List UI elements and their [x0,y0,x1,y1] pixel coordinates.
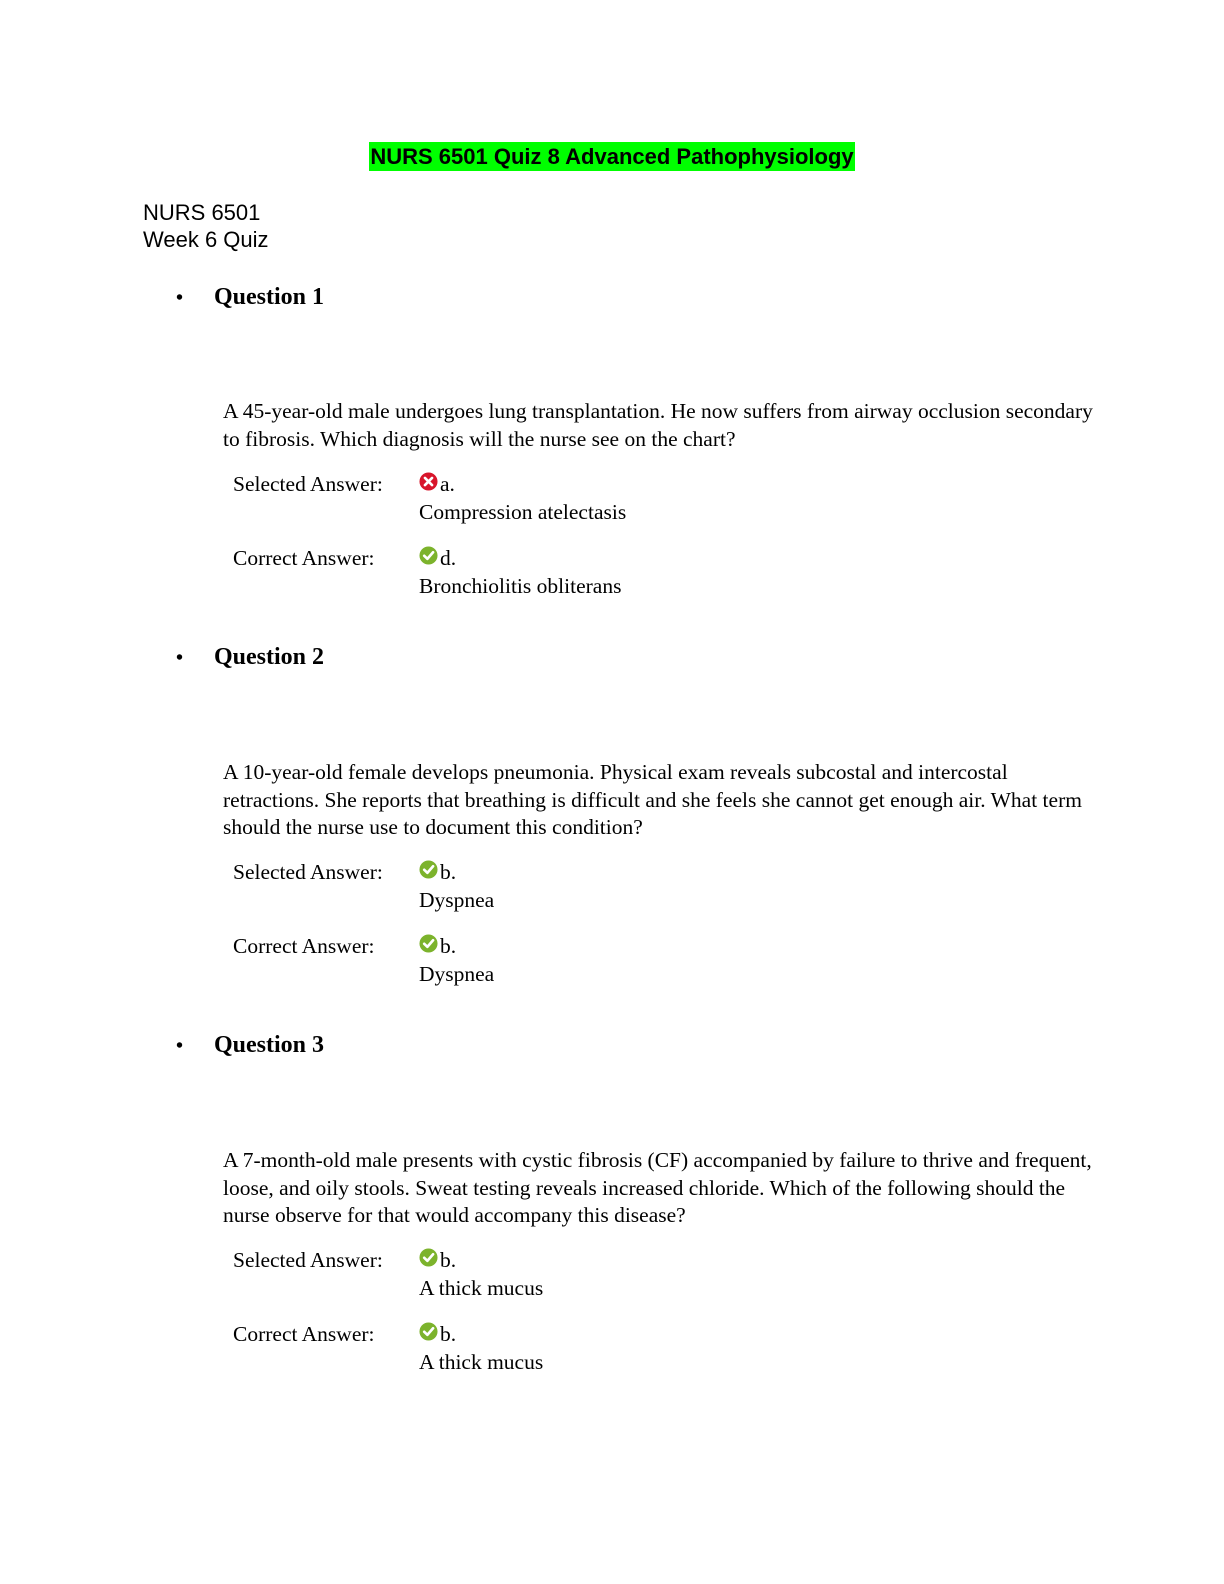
selected-answer-value [419,470,626,526]
selected-answer-value [419,1246,543,1302]
correct-answer-value [419,932,494,988]
correct-icon [419,934,438,953]
question-title: Question 1 [214,284,325,310]
page-title: NURS 6501 Quiz 8 Advanced Pathophysiology [370,144,854,169]
answer-letter: b. [440,860,457,884]
question-title: Question 3 [214,1032,325,1058]
question-text: A 45-year-old male undergoes lung transplantation. He now suffers from airway occlusion secondary to fibrosis. Which diagnosis will the nurse see on the chart? [223,399,1093,451]
selected-answer-label: Selected Answer: [233,472,383,496]
title-container [0,142,1224,171]
answer-text: Bronchiolitis obliterans [419,574,622,598]
answer-letter: b. [440,1248,457,1272]
correct-answer-label: Correct Answer: [233,546,375,570]
question-heading [176,1031,324,1060]
correct-icon [419,546,438,565]
bullet-icon: • [176,287,184,309]
correct-icon [419,1322,438,1341]
selected-answer-label: Selected Answer: [233,860,383,884]
answer-letter: a. [440,472,455,496]
answer-text: A thick mucus [419,1350,544,1374]
answer-text: Compression atelectasis [419,500,627,524]
answer-text: Dyspnea [419,888,495,912]
course-info [143,199,269,253]
question-text: A 7-month-old male presents with cystic fibrosis (CF) accompanied by failure to thrive and frequent, loose, and oily stools. Sweat testing reveals increased chloride. Which of the following should the nurse observe for that would accompany this disease? [223,1148,1092,1227]
answer-letter: b. [440,934,457,958]
correct-answer-label: Correct Answer: [233,934,375,958]
answer-text: A thick mucus [419,1276,544,1300]
correct-icon [419,1248,438,1267]
quiz-week: Week 6 Quiz [143,227,269,252]
answer-letter: b. [440,1322,457,1346]
selected-answer-value [419,858,494,914]
bullet-icon: • [176,647,184,669]
answer-text: Dyspnea [419,962,495,986]
answer-letter: d. [440,546,457,570]
question-heading [176,283,324,312]
incorrect-icon [419,472,438,491]
correct-answer-label: Correct Answer: [233,1322,375,1346]
correct-answer-value [419,1320,543,1376]
question-text: A 10-year-old female develops pneumonia. Physical exam reveals subcostal and intercostal retractions. She reports that breathing is difficult and she feels she cannot get enough air. What term should the nurse use to document this condition? [223,760,1082,839]
question-title: Question 2 [214,644,325,670]
correct-answer-value [419,544,621,600]
bullet-icon: • [176,1035,184,1057]
course-code: NURS 6501 [143,200,261,225]
correct-icon [419,860,438,879]
question-heading [176,643,324,672]
selected-answer-label: Selected Answer: [233,1248,383,1272]
